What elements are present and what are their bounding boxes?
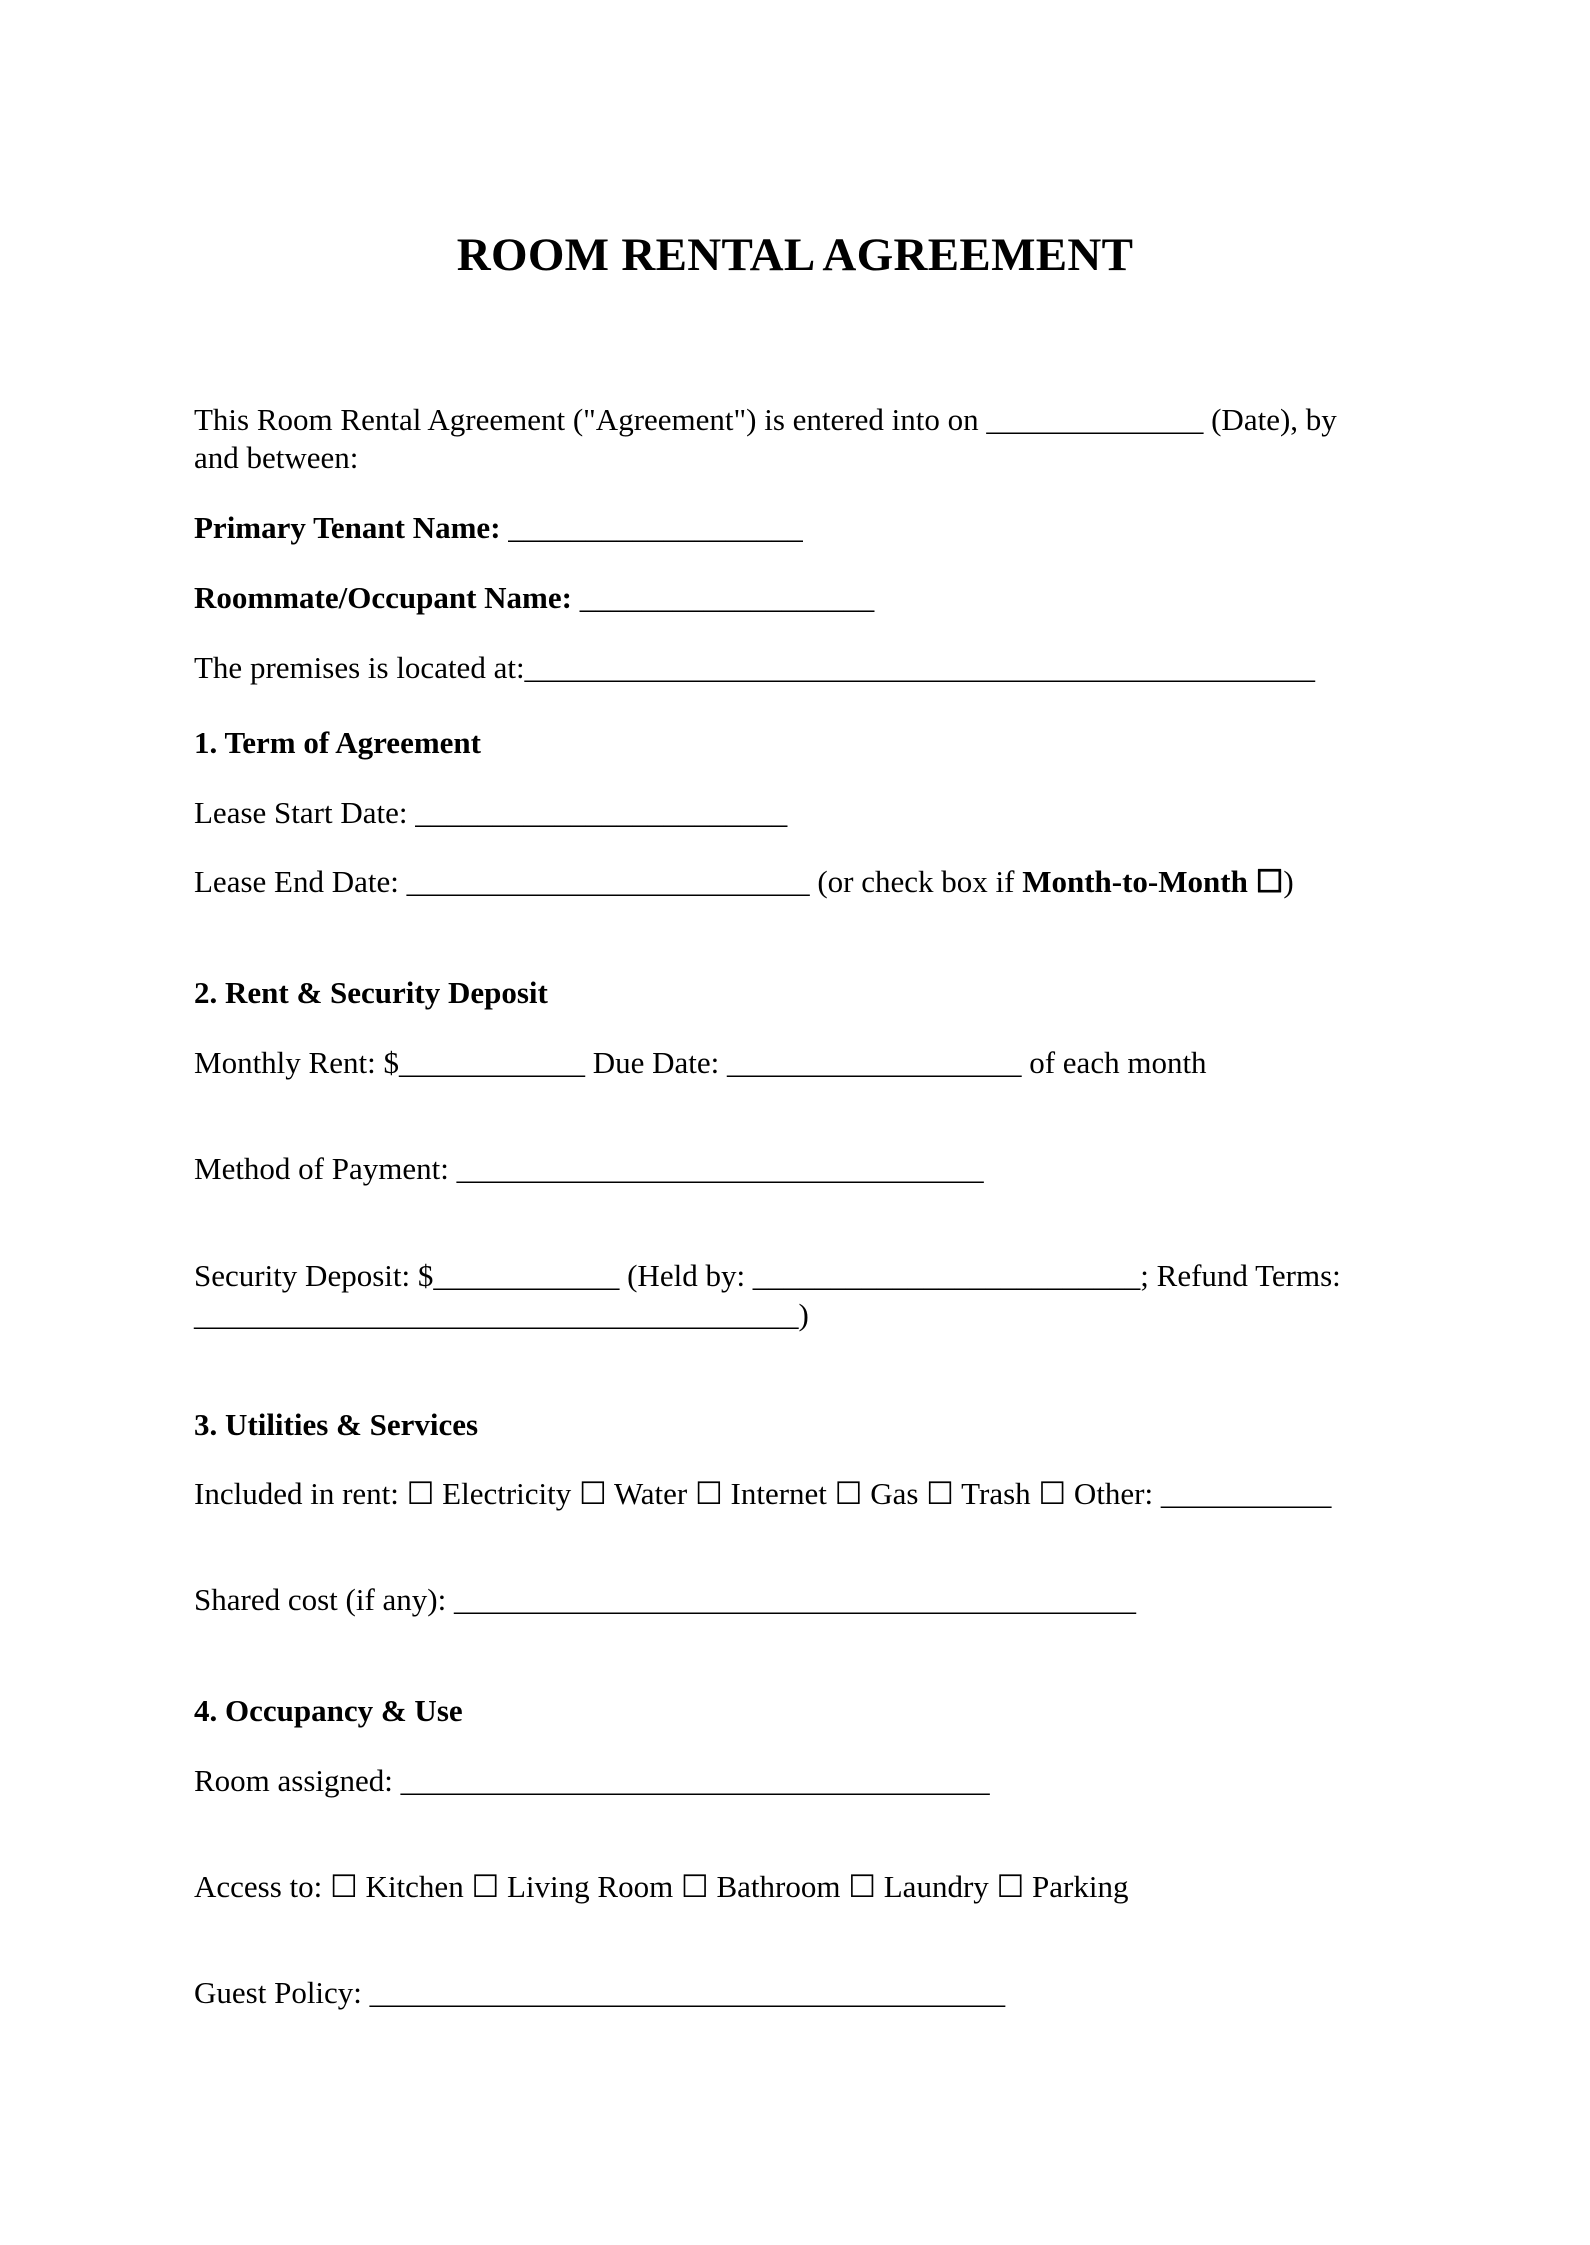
section-1-heading: 1. Term of Agreement [194,725,481,760]
primary-tenant-field[interactable]: ___________________ [508,510,803,545]
intro-line-2: and between: [194,440,359,475]
roommate-row [194,580,874,616]
lease-start-line: Lease Start Date: ________________________ [194,795,788,830]
shared-cost-line: Shared cost (if any): ____________________________________________ [194,1582,1136,1617]
section-3-heading: 3. Utilities & Services [194,1407,479,1442]
guest-policy-line: Guest Policy: _________________________________________ [194,1975,1006,2010]
included-rent-line: Included in rent: ☐ Electricity ☐ Water ☐ Internet ☐ Gas ☐ Trash ☐ Other: ___________ [194,1476,1332,1511]
security-deposit-line-2: _______________________________________) [194,1297,809,1332]
roommate-field[interactable]: ___________________ [579,580,875,615]
intro-line-1: This Room Rental Agreement ("Agreement") is entered into on ______________ (Date), by [194,402,1337,437]
premises-line: The premises is located at:___________________________________________________ [194,650,1316,685]
room-assigned-line: Room assigned: ______________________________________ [194,1763,990,1798]
roommate-label: Roommate/Occupant Name: [194,580,572,615]
section-4-heading: 4. Occupancy & Use [194,1693,463,1728]
method-payment-line: Method of Payment: __________________________________ [194,1151,984,1186]
month-to-month-checkbox[interactable]: Month-to-Month ☐ [1022,864,1284,899]
lease-end-row [194,864,1294,900]
security-deposit-line-1: Security Deposit: $____________ (Held by: _________________________; Refund Terms: [194,1258,1341,1293]
access-line: Access to: ☐ Kitchen ☐ Living Room ☐ Bathroom ☐ Laundry ☐ Parking [194,1869,1129,1904]
document-title: ROOM RENTAL AGREEMENT [456,229,1134,281]
primary-tenant-label: Primary Tenant Name: [194,510,501,545]
section-2-heading: 2. Rent & Security Deposit [194,975,548,1010]
monthly-rent-line: Monthly Rent: $____________ Due Date: ___________________ of each month [194,1045,1207,1080]
primary-tenant-row [194,510,803,546]
lease-end-close: ) [1283,864,1294,899]
lease-end-text: Lease End Date: __________________________ (or check box if [194,864,1023,899]
